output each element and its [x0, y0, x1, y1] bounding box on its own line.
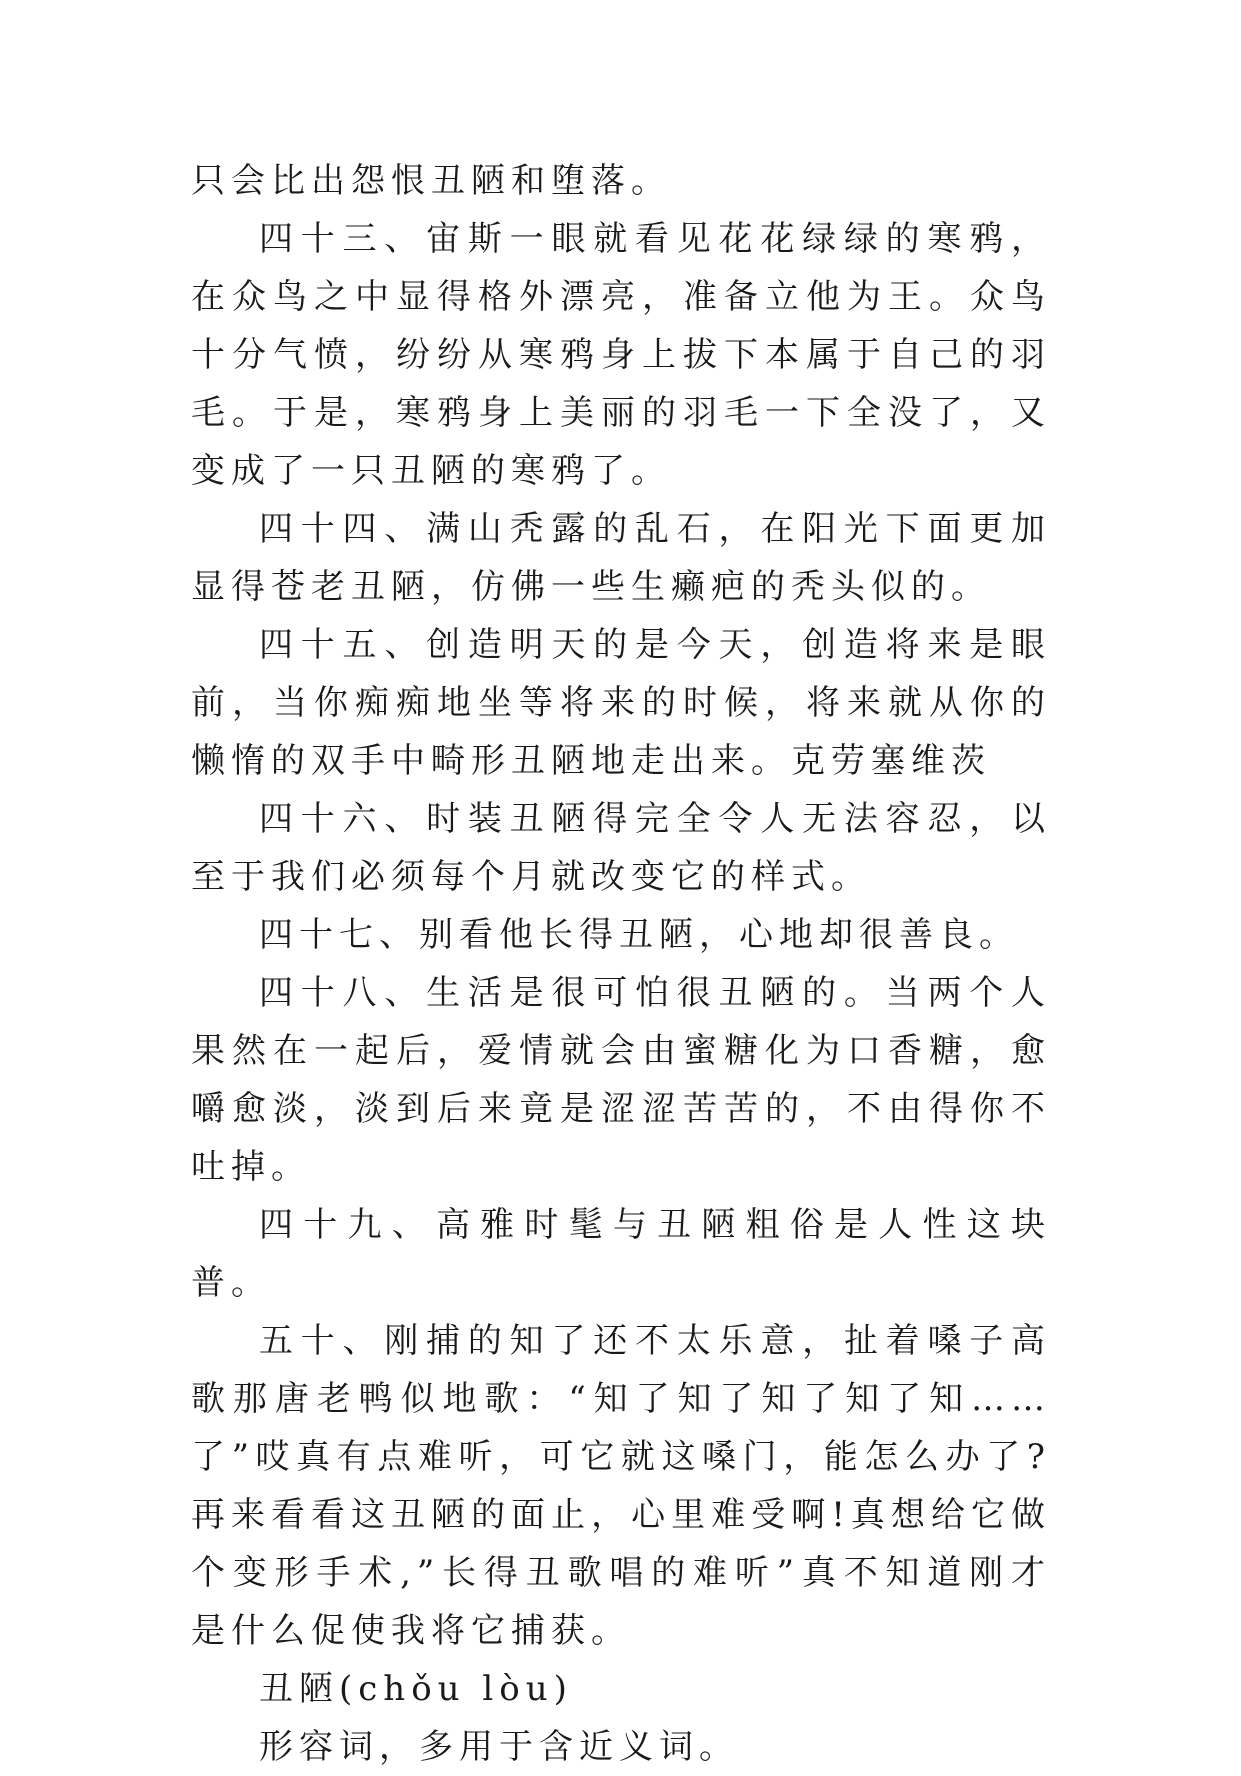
paragraph-47: 四十七、别看他长得丑陋，心地却很善良。 — [259, 915, 1019, 955]
paragraph-43: 四十三、宙斯一眼就看见花花绿绿的寒鸦，在众鸟之中显得格外漂亮，准备立他为王。众鸟十分气愤，纷纷从寒鸦身上拔下本属于自己的羽毛。于是，寒鸦身上美丽的羽毛一下全没了，又变成了一只丑陋的寒鸦了。 — [191, 219, 1051, 491]
paragraph-46: 四十六、时装丑陋得完全令人无法容忍，以至于我们必须每个月就改变它的样式。 — [191, 799, 1051, 897]
paragraph-continuation: 只会比出怨恨丑陋和堕落。 — [191, 161, 671, 201]
paragraph-44: 四十四、满山秃露的乱石，在阳光下面更加显得苍老丑陋，仿佛一些生癞疤的秃头似的。 — [191, 509, 1051, 607]
definition-heading: 丑陋(chǒu lòu) — [259, 1669, 573, 1709]
paragraph-49: 四十九、高雅时髦与丑陋粗俗是人性这块普。 — [191, 1205, 1051, 1303]
paragraph-50: 五十、刚捕的知了还不太乐意，扯着嗓子高歌那唐老鸭似地歌：“知了知了知了知了知……了”哎真有点难听，可它就这嗓门，能怎么办了?再来看看这丑陋的面止，心里难受啊!真想给它做个变形手术,”长得丑歌唱的难听”真不知道刚才是什么促使我将它捕获。 — [191, 1321, 1051, 1651]
document-body — [191, 152, 1051, 1776]
paragraph-48: 四十八、生活是很可怕很丑陋的。当两个人果然在一起后，爱情就会由蜜糖化为口香糖，愈嚼愈淡，淡到后来竟是涩涩苦苦的，不由得你不吐掉。 — [191, 973, 1051, 1187]
paragraph-45: 四十五、创造明天的是今天，创造将来是眼前，当你痴痴地坐等将来的时候，将来就从你的懒惰的双手中畸形丑陋地走出来。克劳塞维茨 — [191, 625, 1051, 781]
definition-text: 形容词，多用于含近义词。 — [259, 1727, 739, 1767]
